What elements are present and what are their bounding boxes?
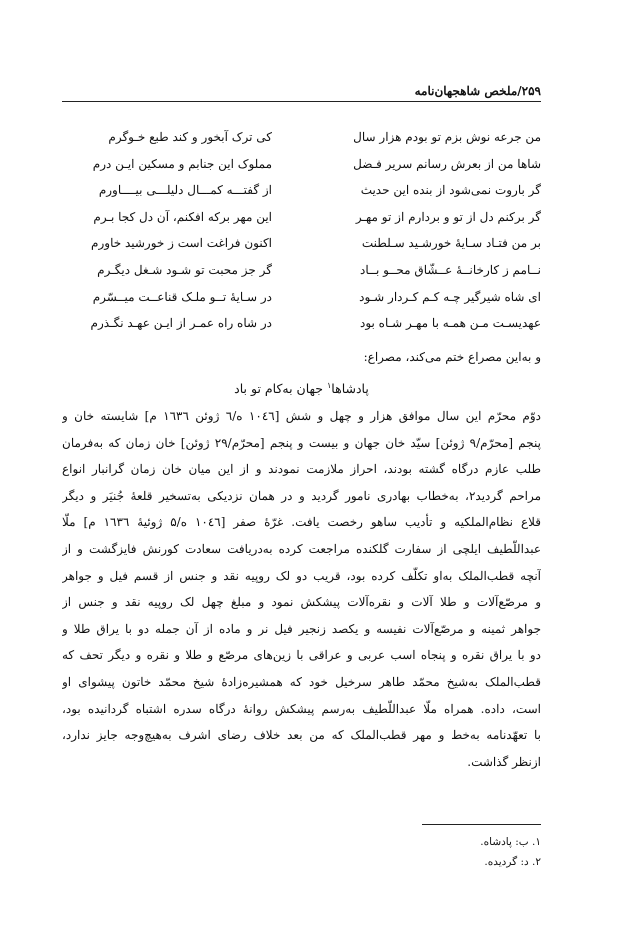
first-hemistich: ای شاه شیرگیر چـه کـم کـردار شـود: [359, 289, 541, 304]
poem-verse: [62, 177, 541, 204]
poem-verse: [62, 310, 541, 337]
header-divider: [62, 101, 541, 102]
prose-line: طلب عازم درگاه گشته بودند، احراز ملازمت نمودند و از این میان خان زمان گرانبار انواع: [62, 462, 541, 477]
second-hemistich: در سـایهٔ تــو ملـک قناعــت میــسّرم: [92, 289, 272, 304]
footnote-mark: ۱: [327, 381, 332, 390]
poem-verse: [62, 284, 541, 311]
second-hemistich: این مهر برکه افکنم، آن دل کجا بـرم: [93, 209, 272, 224]
prose-line: با تعهّدنامه به‌خط و مهر قطب‌الملک که من بعد خلاف رضای اشرف به‌هیچ‌وجه جایز ندارد،: [62, 728, 541, 743]
poem-verse: [62, 204, 541, 231]
footnote: ۱. ب: پادشاه.: [480, 836, 541, 848]
footnotes: [62, 832, 541, 872]
footnote-divider: [422, 824, 541, 825]
poem-verse: [62, 151, 541, 178]
prose-line: مراحم گردید۲، به‌خطاب بهادری نامور گردید و در همان نزدیکی به‌تسخیر قلعهٔ جُنیَر و دیگر: [62, 488, 541, 503]
prose-line: قطب‌الملک به‌شیخ محمّد طاهر سرخیل خود که همشیره‌زادهٔ شیخ محمّد خاتون پیشوای او: [62, 674, 541, 689]
closing-hemistich-end: جهان به‌کام تو باد: [234, 381, 327, 397]
second-hemistich: از گفتـــه کمـــال دلیلـــی بیــــاورم: [98, 183, 272, 198]
first-hemistich: عهدیسـت مـن همـه با مهـر شـاه بود: [359, 316, 541, 331]
poem-verse: [62, 257, 541, 284]
first-hemistich: شاها من از بعرش رسانم سریر فـضل: [353, 156, 541, 171]
prose-line: جواهر ثمینه و مرصّع‌آلات نفیسه و یکصد زنجیر فیل نر و ماده از آن جمله دو با یراق طلا و: [62, 621, 541, 636]
prose-line: قلاع نظام‌الملکیه و تأدیب ساهو رخصت یافت. غرّهٔ صفر [۱۰٤٦ ه/۵ ژوئیهٔ ۱٦۳٦ م] ملّا: [62, 515, 541, 530]
closing-hemistich-start: پادشاها: [331, 381, 369, 397]
second-hemistich: در شاه راه عمـر از ایـن عهـد نگـذرم: [90, 316, 272, 331]
prose-line: دوّم محرّم این سال موافق هزار و چهل و شش [۱۰٤٦ ه/٦ ژوئن ۱٦۳٦ م] شایسته خان و: [62, 409, 541, 423]
prose-line: آنچه قطب‌الملک به‌او تکلّف کرده بود، قریب دو لک روپیه نقد و جنس از قسم فیل و جواهر: [62, 568, 541, 583]
prose-line: است، داده. همراه ملّا عبداللّطیف به‌رسم پیشکش روانهٔ درگاه سدره اشتباه گردانیده بود،: [62, 701, 541, 716]
first-hemistich: بر من فتـاد سـایهٔ خورشـید سـلطنت: [361, 236, 541, 251]
closing-hemistich: [62, 376, 541, 399]
first-hemistich: نــامم ز کارخانــهٔ عــشّاق محــو بــاد: [360, 262, 541, 277]
poem-block: [62, 124, 541, 337]
second-hemistich: مملوک این جنابم و مسکین ایـن درم: [92, 156, 272, 171]
running-header: ۲۵۹/ملخص شاهجهان‌نامه: [414, 84, 541, 98]
prose-paragraph: [62, 403, 541, 775]
footnote: ۲. د: گردیده.: [484, 856, 541, 868]
prose-line: دو با یراق نقره و پنجاه اسب عربی و عراقی با زین‌های مرصّع و طلا و نقره و دیگر تحف که: [62, 648, 541, 663]
poem-verse: [62, 124, 541, 151]
second-hemistich: اکنون فراغت است ز خورشید خاورم: [91, 236, 272, 251]
second-hemistich: گر جز محبت تو شـود شـغل دیگـرم: [97, 262, 272, 277]
intro-line: و به‌این مصراع ختم می‌کند، مصراع:: [363, 350, 541, 364]
prose-line: ازنظر گذاشت.: [467, 754, 541, 769]
second-hemistich: کی ترک آبخور و کند طبع خـوگرم: [108, 130, 272, 144]
first-hemistich: من جرعه نوش بزم تو بودم هزار سال: [353, 130, 541, 144]
poem-verse: [62, 230, 541, 257]
prose-line: عبداللّطیف ایلچی از سفارت گلکنده مراجعت کرده به‌دریافت سعادت کورنش فایزگشت و از: [62, 541, 541, 556]
prose-line: و مرصّع‌آلات و طلا آلات و نقره‌آلات پیشکش نمود و مبلغ چهل لک روپیه نقد و جنس از: [62, 595, 541, 610]
first-hemistich: گر باروت نمی‌شود از بنده این حدیث: [360, 183, 541, 198]
first-hemistich: گر برکنم دل از تو و بردارم از تو مهـر: [355, 209, 541, 224]
prose-line: پنجم [محرّم/۹ ژوئن] سیّد خان جهان و بیست و پنجم [محرّم/۲۹ ژوئن] خان زمان که به‌فرمان: [62, 435, 541, 450]
